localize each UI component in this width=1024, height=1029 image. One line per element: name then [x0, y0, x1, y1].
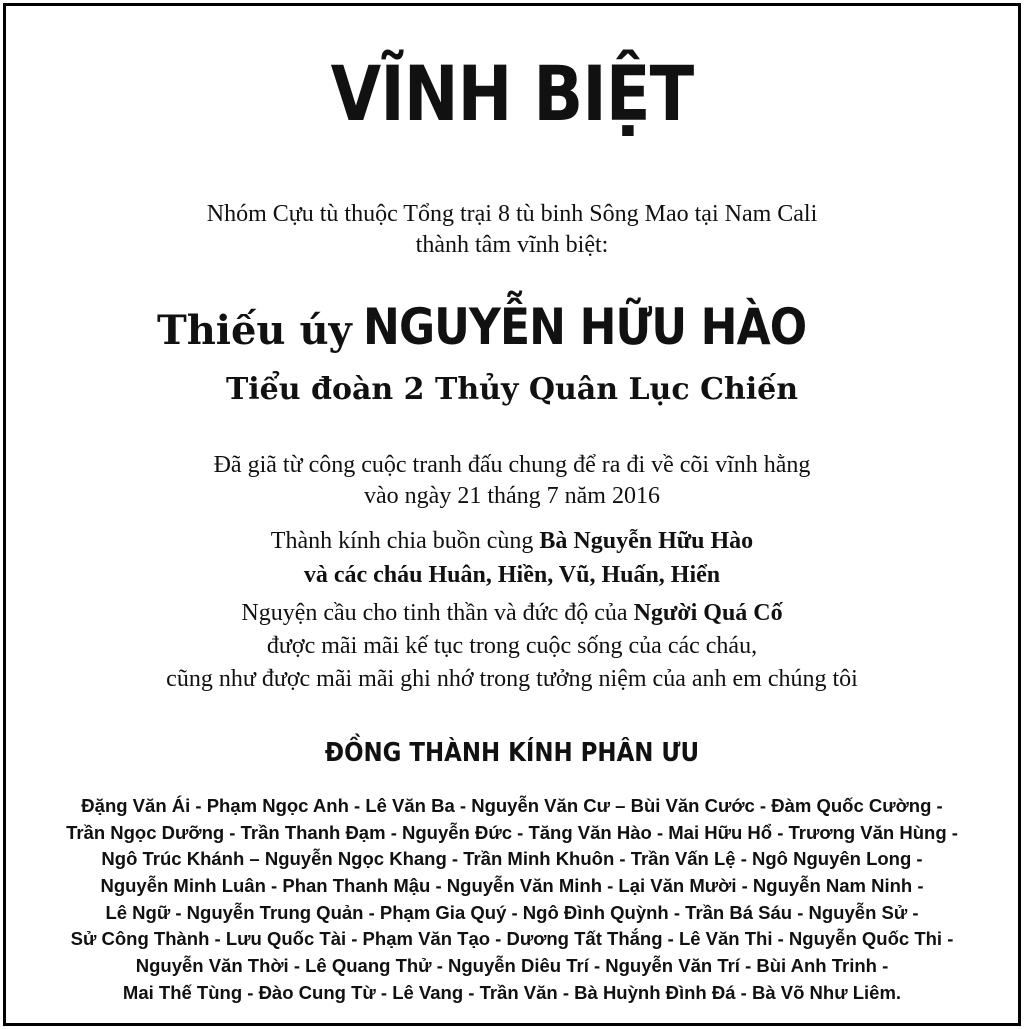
- signatories-line: Ngô Trúc Khánh – Nguyễn Ngọc Khang - Trần Minh Khuôn - Trần Vấn Lệ - Ngô Nguyên Long -: [101, 848, 923, 870]
- deceased-unit: Tiểu đoàn 2 Thủy Quân Lục Chiến: [225, 372, 799, 407]
- condolence-line: [6, 524, 1018, 558]
- signatories-line: Trần Ngọc Dưỡng - Trần Thanh Đạm - Nguyễn Đức - Tăng Văn Hào - Mai Hữu Hổ - Trương Văn Hùng -: [66, 821, 958, 843]
- passing-text: [6, 450, 1018, 512]
- intro-text: [6, 199, 1018, 261]
- wish-prefix: Nguyện cầu cho tinh thần và đức độ của: [241, 600, 634, 626]
- signatories-line: Mai Thế Tùng - Đào Cung Từ - Lê Vang - Trần Văn - Bà Huỳnh Đình Đá - Bà Võ Như Liêm.: [122, 981, 902, 1003]
- wish-line: cũng như được mãi mãi ghi nhớ trong tưởng niệm của anh em chúng tôi: [166, 666, 858, 692]
- obituary-title: VĨNH BIỆT: [330, 49, 694, 138]
- passing-line: Đã giã từ công cuộc tranh đấu chung để ra đi về cõi vĩnh hằng: [213, 452, 811, 478]
- passing-date: vào ngày 21 tháng 7 năm 2016: [364, 483, 660, 509]
- signatories-line: Đặng Văn Ái - Phạm Ngọc Anh - Lê Văn Ba - Nguyễn Văn Cư – Bùi Văn Cước - Đàm Quốc Cường -: [81, 795, 943, 816]
- deceased-name: NGUYỄN HỮU HÀO: [363, 298, 807, 356]
- condolence-text: [6, 524, 1018, 592]
- obituary-frame: [3, 3, 1021, 1026]
- signatories-line: Lê Ngữ - Nguyễn Trung Quản - Phạm Gia Quý - Ngô Đình Quỳnh - Trần Bá Sáu - Nguyễn Sử -: [105, 901, 919, 923]
- signatories-list: [16, 793, 1008, 1007]
- intro-line: thành tâm vĩnh biệt:: [415, 232, 609, 258]
- signatories-line: Nguyễn Minh Luân - Phan Thanh Mậu - Nguyễn Văn Minh - Lại Văn Mười - Nguyễn Nam Ninh -: [100, 875, 924, 897]
- condolence-heading: ĐỒNG THÀNH KÍNH PHÂN ƯU: [324, 738, 700, 768]
- signatories-line: Nguyễn Văn Thời - Lê Quang Thử - Nguyễn Diêu Trí - Nguyễn Văn Trí - Bùi Anh Trinh -: [135, 955, 889, 977]
- deceased-title: [6, 296, 1018, 362]
- intro-line: Nhóm Cựu tù thuộc Tổng trại 8 tù binh Sông Mao tại Nam Cali: [206, 201, 818, 227]
- wish-line: [6, 597, 1018, 630]
- condolence-prefix: Thành kính chia buồn cùng: [270, 528, 540, 554]
- signatories-line: Sử Công Thành - Lưu Quốc Tài - Phạm Văn Tạo - Dương Tất Thắng - Lê Văn Thi - Nguyễn Quốc Thi -: [70, 928, 954, 950]
- wish-emphasis: Người Quá Cố: [633, 600, 783, 626]
- wish-line: được mãi mãi kế tục trong cuộc sống của các cháu,: [266, 633, 758, 659]
- wish-text: [6, 597, 1018, 696]
- widow-name: Bà Nguyễn Hữu Hào: [539, 528, 754, 554]
- deceased-rank: Thiếu úy: [156, 307, 352, 354]
- children-names: và các cháu Huân, Hiền, Vũ, Huấn, Hiển: [303, 562, 721, 588]
